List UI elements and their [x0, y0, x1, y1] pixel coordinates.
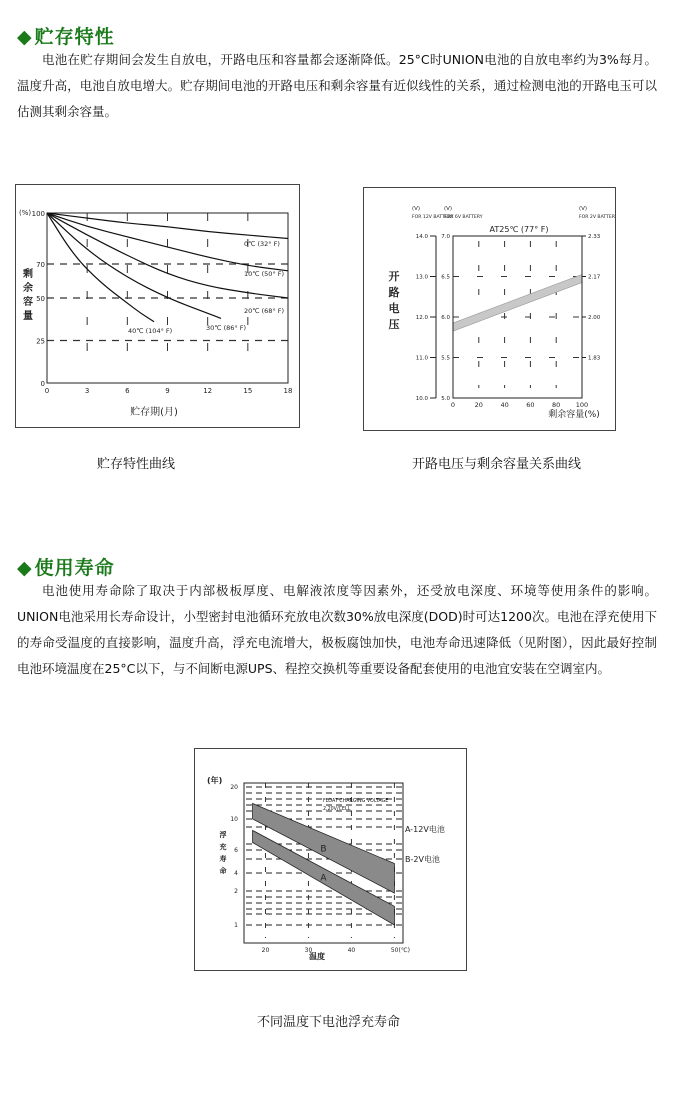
- y-axis-label-char: 命: [219, 867, 227, 875]
- chart-grid: [453, 241, 582, 388]
- y-axis-label-char: 电: [388, 302, 400, 315]
- y-axis-label-char: 浮: [219, 831, 227, 839]
- x-tick-label: 50(℃): [390, 947, 410, 954]
- y-unit-label: (%): [19, 209, 32, 217]
- x-tick-label: 12: [203, 387, 213, 395]
- section-heading-life: [17, 553, 115, 580]
- series-label: 20℃ (68° F): [244, 307, 285, 315]
- heading-text: 使用寿命: [34, 557, 115, 579]
- y-tick-label: 50: [36, 295, 45, 303]
- x-tick-label: 20: [261, 947, 270, 954]
- chart-labels: [23, 210, 292, 395]
- tick-label-6v: 5.5: [441, 355, 450, 362]
- tick-label-2v: 2.33: [588, 234, 601, 240]
- y-axis-label-char: 压: [388, 318, 400, 331]
- ocv-band: [453, 274, 582, 331]
- band-label: A: [320, 873, 327, 884]
- series-line: [47, 213, 221, 318]
- series-label: 0℃ (32° F): [244, 240, 280, 248]
- y-unit-label: (年): [207, 776, 223, 785]
- x-tick-label: 30: [304, 947, 313, 954]
- y-axis-label-char: 充: [219, 843, 227, 851]
- series-line: [47, 213, 288, 298]
- storage-chart: [16, 185, 299, 427]
- x-tick-label: 40: [500, 401, 509, 409]
- tick-label-2v: 2.00: [588, 315, 601, 321]
- series-line: [47, 213, 154, 322]
- life-paragraph: 电池使用寿命除了取决于内部极板厚度、电解液浓度等因素外，还受放电深度、环境等使用条件的影响。UNION电池采用长寿命设计，小型密封电池循环充放电次数30%放电深度(DOD)时可达1200次。电池在浮充使用下的寿命受温度的直接影响，温度升高，浮充电流增大，极板腐蚀加快，电池寿命迅速降低（见附图），因此最好控制电池环境温度在25°C以下，与不间断电源UPS、程控交换机等重要设备配套使用的电池宜安装在空调室内。: [17, 583, 657, 676]
- y-tick-label: 2: [234, 888, 238, 895]
- annotation-float-voltage: FLOAT CHARGING VOLTAGE: [323, 799, 389, 804]
- y-tick-label: 100: [31, 210, 45, 218]
- storage-caption: 贮存特性曲线: [97, 457, 176, 472]
- axis-sublabel-12v: FOR 12V BATTERY: [412, 215, 454, 220]
- ocv-chart-box: [363, 187, 616, 431]
- tick-label-6v: 6.5: [441, 274, 450, 281]
- y-axis-label-char: 路: [388, 286, 400, 299]
- tick-label-6v: 6.0: [441, 315, 450, 321]
- axis-unit-12v: (V): [412, 206, 421, 212]
- chart-grid: [47, 213, 288, 368]
- diamond-icon: ◆: [17, 26, 33, 48]
- x-tick-label: 0: [44, 387, 50, 395]
- x-tick-label: 60: [526, 401, 535, 409]
- series-label: 10℃ (50° F): [244, 270, 285, 278]
- y-axis-label-char: 剩: [23, 269, 33, 280]
- x-tick-label: 80: [552, 401, 561, 409]
- tick-label-12v: 14.0: [415, 234, 428, 240]
- y-tick-label: 10: [230, 816, 238, 823]
- band-label: B: [320, 844, 327, 855]
- tick-label-12v: 10.0: [415, 396, 428, 402]
- y-tick-label: 6: [234, 847, 238, 854]
- series-label: 30℃ (86° F): [206, 324, 247, 332]
- y-tick-label: 0: [40, 380, 45, 388]
- chart-title: AT25℃ (77° F): [489, 225, 549, 234]
- x-tick-label: 6: [125, 387, 130, 395]
- y-axis-label-char: 寿: [219, 855, 227, 863]
- section-heading-storage: [17, 22, 115, 49]
- x-tick-label: 18: [283, 387, 293, 395]
- tick-label-6v: 7.0: [441, 234, 450, 240]
- y-axis-label-char: 量: [23, 311, 33, 322]
- axis-unit-2v: (V): [579, 206, 588, 212]
- y-tick-label: 4: [234, 870, 238, 877]
- y-tick-label: 20: [230, 784, 238, 791]
- chart-bands: [253, 803, 395, 925]
- y-tick-label: 25: [36, 337, 45, 346]
- y-axis-label-char: 开: [388, 270, 400, 283]
- tick-label-2v: 2.17: [588, 274, 601, 281]
- annotation-cell-voltage: 2.20V/CELL: [323, 807, 351, 812]
- ocv-chart: [364, 188, 615, 430]
- ocv-caption: 开路电压与剩余容量关系曲线: [412, 457, 582, 472]
- storage-paragraph: 电池在贮存期间会发生自放电，开路电压和容量都会逐渐降低。25°C时UNION电池的自放电率约为3%每月。温度升高，电池自放电增大。贮存期间电池的开路电压和剩余容量有近似线性的关系，通过检测电池的开路电玉可以估测其剩余容量。: [17, 52, 657, 119]
- legend-b: B-2V电池: [405, 855, 440, 864]
- y-tick-label: 1: [234, 922, 238, 929]
- heading-text: 贮存特性: [34, 26, 115, 48]
- tick-label-12v: 11.0: [415, 355, 428, 362]
- x-tick-label: 40: [347, 947, 356, 954]
- y-axis-label-char: 容: [23, 297, 33, 308]
- x-tick-label: 0: [450, 401, 456, 409]
- x-tick-label: 20: [474, 401, 483, 409]
- x-tick-label: 9: [165, 387, 170, 395]
- axis-sublabel-2v: FOR 2V BATTERY: [579, 215, 615, 220]
- x-tick-label: 15: [243, 387, 253, 395]
- axis-sublabel-6v: FOR 6V BATTERY: [444, 215, 483, 220]
- x-tick-label: 100: [575, 401, 589, 409]
- tick-label-2v: 1.83: [588, 355, 601, 362]
- chart-axes: [430, 236, 586, 398]
- storage-chart-box: [15, 184, 300, 428]
- axis-unit-6v: (V): [444, 206, 453, 212]
- y-tick-label: 70: [36, 261, 45, 269]
- x-axis-label: 贮存期(月): [130, 407, 178, 418]
- float-life-chart: [195, 749, 466, 970]
- chart-band: [453, 274, 582, 331]
- tick-label-12v: 12.0: [415, 315, 428, 321]
- tick-label-6v: 5.0: [441, 396, 450, 402]
- float-life-chart-box: [194, 748, 467, 971]
- legend-a: A-12V电池: [405, 825, 445, 834]
- x-tick-label: 3: [84, 387, 90, 395]
- x-axis-label: 温度: [309, 952, 325, 961]
- x-axis-label: 剩余容量(%): [548, 410, 600, 420]
- tick-label-12v: 13.0: [415, 274, 428, 281]
- y-axis-label-char: 余: [23, 283, 33, 294]
- series-label: 40℃ (104° F): [128, 327, 173, 335]
- diamond-icon: ◆: [17, 557, 33, 579]
- float-life-caption: 不同温度下电池浮充寿命: [257, 1015, 401, 1030]
